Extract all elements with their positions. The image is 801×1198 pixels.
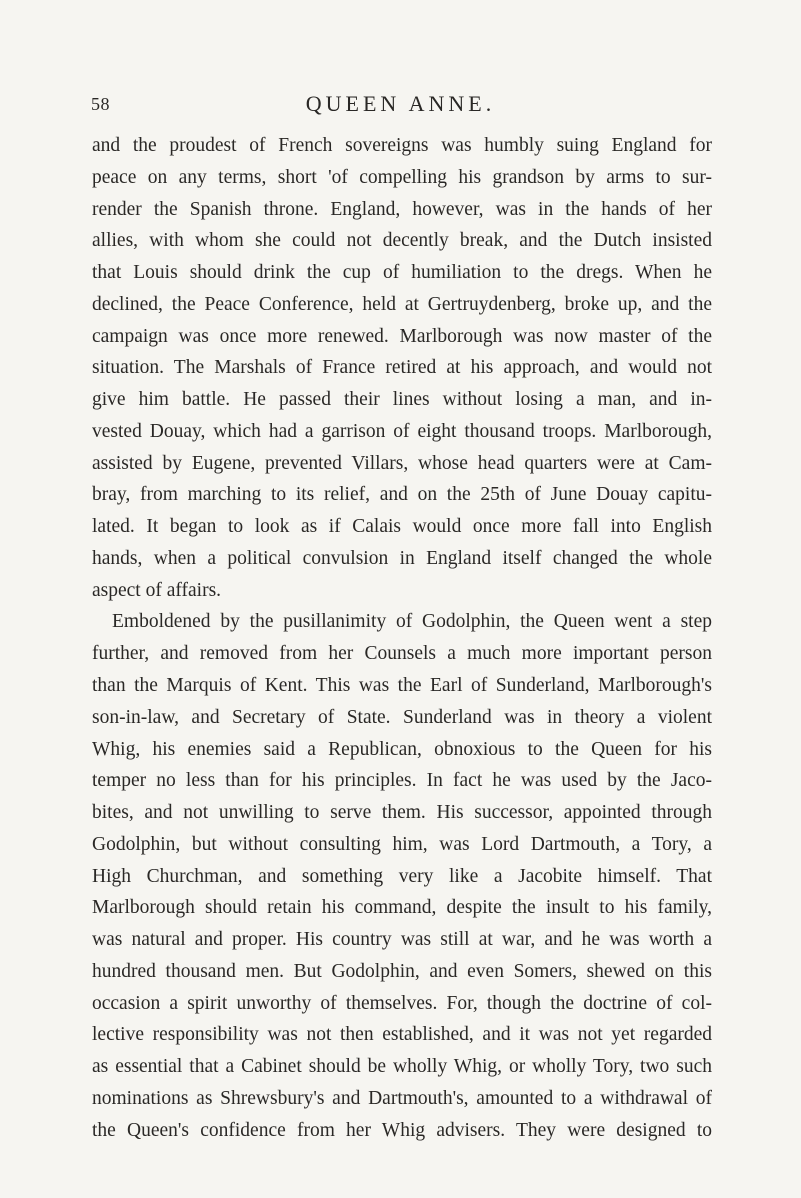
text-line: further, and removed from her Counsels a much more important person bbox=[92, 643, 712, 665]
page-number: 58 bbox=[91, 94, 110, 114]
text-line: declined, the Peace Conference, held at Gertruydenberg, broke up, and the bbox=[92, 293, 712, 315]
body-text bbox=[92, 130, 712, 1147]
text-line: vested Douay, which had a garrison of eight thousand troops. Marlborough, bbox=[92, 420, 712, 442]
text-line: lated. It began to look as if Calais would once more fall into English bbox=[92, 516, 712, 538]
text-line: High Churchman, and something very like a Jacobite himself. That bbox=[92, 865, 712, 887]
text-line: bites, and not unwilling to serve them. His successor, appointed through bbox=[92, 802, 712, 824]
text-line: son-in-law, and Secretary of State. Sunderland was in theory a violent bbox=[92, 706, 712, 728]
text-line: nominations as Shrewsbury's and Dartmouth's, amounted to a withdrawal of bbox=[92, 1087, 712, 1109]
text-line: than the Marquis of Kent. This was the Earl of Sunderland, Marlborough's bbox=[92, 675, 712, 697]
running-title: QUEEN ANNE. bbox=[305, 91, 496, 116]
text-line: the Queen's confidence from her Whig advisers. They were designed to bbox=[92, 1119, 712, 1141]
text-line: temper no less than for his principles. In fact he was used by the Jaco- bbox=[92, 770, 712, 792]
text-line: bray, from marching to its relief, and on the 25th of June Douay capitu- bbox=[92, 484, 712, 506]
paragraph bbox=[92, 130, 712, 606]
text-line: Godolphin, but without consulting him, was Lord Dartmouth, a Tory, a bbox=[92, 833, 712, 855]
text-line: peace on any terms, short 'of compelling his grandson by arms to sur- bbox=[92, 166, 712, 188]
text-line: situation. The Marshals of France retired at his approach, and would not bbox=[92, 357, 712, 379]
text-line: campaign was once more renewed. Marlborough was now master of the bbox=[92, 325, 712, 347]
text-line: give him battle. He passed their lines without losing a man, and in- bbox=[92, 389, 712, 411]
text-line: Marlborough should retain his command, despite the insult to his family, bbox=[92, 897, 712, 919]
text-line: allies, with whom she could not decently break, and the Dutch insisted bbox=[92, 230, 712, 252]
text-line: lective responsibility was not then established, and it was not yet regarded bbox=[92, 1024, 712, 1046]
text-line: Whig, his enemies said a Republican, obnoxious to the Queen for his bbox=[92, 738, 712, 760]
text-line: was natural and proper. His country was still at war, and he was worth a bbox=[92, 929, 712, 951]
page-header bbox=[0, 88, 801, 122]
text-line: hands, when a political convulsion in England itself changed the whole bbox=[92, 547, 712, 569]
text-line: that Louis should drink the cup of humiliation to the dregs. When he bbox=[92, 262, 712, 284]
text-line: assisted by Eugene, prevented Villars, whose head quarters were at Cam- bbox=[92, 452, 712, 474]
text-line: occasion a spirit unworthy of themselves. For, though the doctrine of col- bbox=[92, 992, 712, 1014]
text-line: hundred thousand men. But Godolphin, and even Somers, shewed on this bbox=[92, 960, 712, 982]
text-line: as essential that a Cabinet should be wholly Whig, or wholly Tory, two such bbox=[92, 1056, 712, 1078]
text-line: aspect of affairs. bbox=[92, 579, 222, 601]
text-line: render the Spanish throne. England, however, was in the hands of her bbox=[92, 198, 712, 220]
text-line: Emboldened by the pusillanimity of Godolphin, the Queen went a step bbox=[112, 611, 712, 633]
text-line: and the proudest of French sovereigns was humbly suing England for bbox=[92, 135, 712, 156]
paragraph bbox=[92, 606, 712, 1146]
